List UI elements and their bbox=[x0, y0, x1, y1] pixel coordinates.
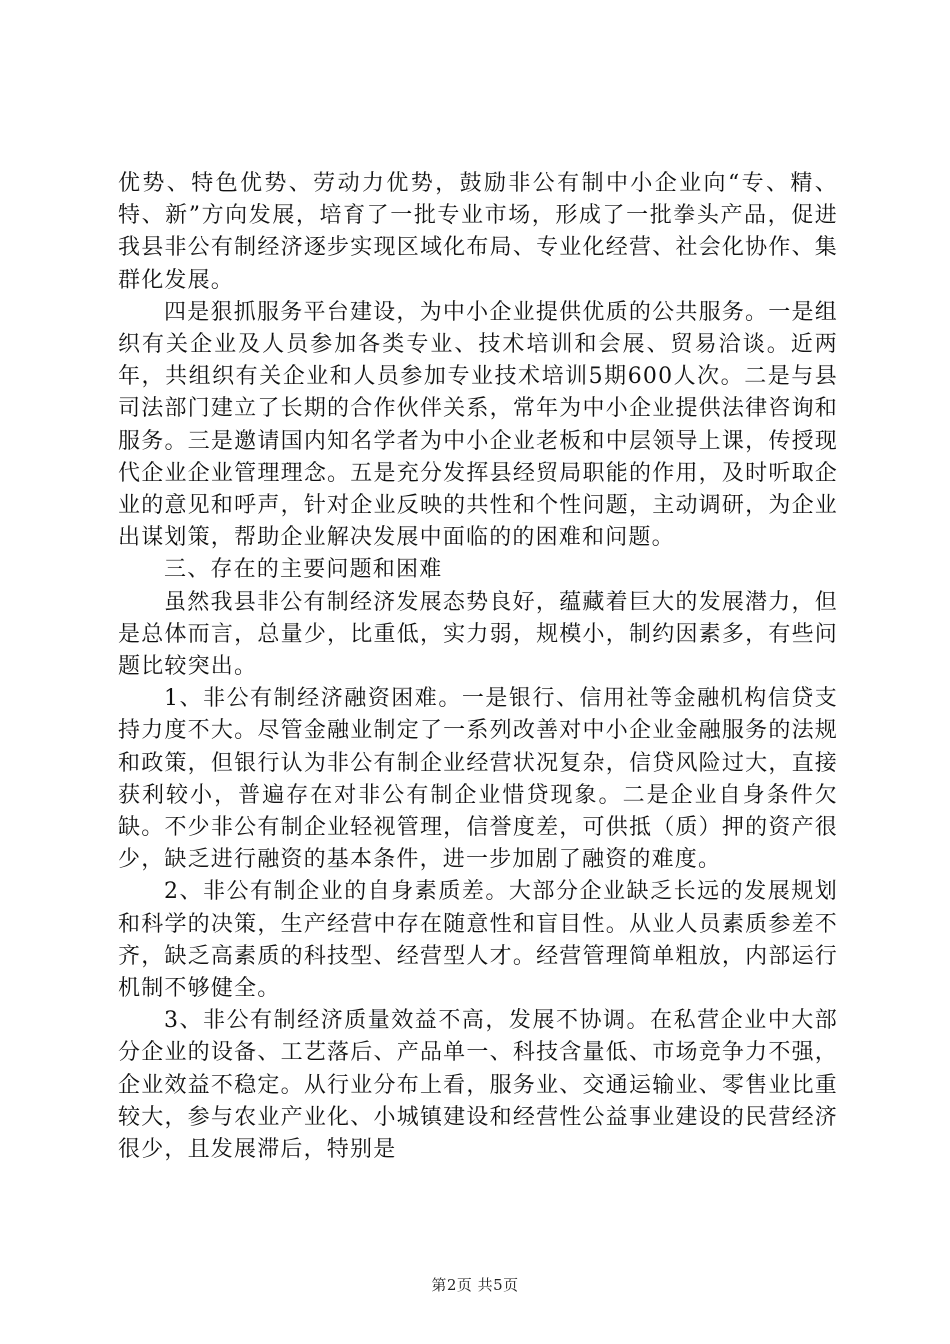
section-heading-problems: 三、存在的主要问题和困难 bbox=[164, 557, 443, 583]
document-body bbox=[118, 168, 838, 1166]
paragraph-issue-efficiency: 3、非公有制经济质量效益不高，发展不协调。在私营企业中大部分企业的设备、工艺落后、产品单一、科技含量低、市场竞争力不强，企业效益不稳定。从行业分布上看，服务业、交通运输业、零售业比重较大，参与农业产业化、小城镇建设和经营性公益事业建设的民营经济很少，且发展滞后，特别是 bbox=[118, 1008, 838, 1163]
paragraph-service-platform: 四是狠抓服务平台建设，为中小企业提供优质的公共服务。一是组织有关企业及人员参加各类专业、技术培训和会展、贸易洽谈。近两年，共组织有关企业和人员参加专业技术培训5期600人次。二是与县司法部门建立了长期的合作伙伴关系，常年为中小企业提供法律咨询和服务。三是邀请国内知名学者为中小企业老板和中层领导上课，传授现代企业企业管理理念。五是充分发挥县经贸局职能的作用，及时听取企业的意见和呼声，针对企业反映的共性和个性问题，主动调研，为企业出谋划策，帮助企业解决发展中面临的的困难和问题。 bbox=[118, 299, 838, 551]
paragraph-continued: 优势、特色优势、劳动力优势，鼓励非公有制中小企业向“专、精、特、新”方向发展，培育了一批专业市场，形成了一批拳头产品，促进我县非公有制经济逐步实现区域化布局、专业化经营、社会化协作、集群化发展。 bbox=[118, 171, 838, 293]
paragraph-overview: 虽然我县非公有制经济发展态势良好，蕴藏着巨大的发展潜力，但是总体而言，总量少，比重低，实力弱，规模小，制约因素多，有些问题比较突出。 bbox=[118, 589, 838, 680]
page-number-footer: 第2页 共5页 bbox=[431, 1276, 519, 1294]
paragraph-issue-quality: 2、非公有制企业的自身素质差。大部分企业缺乏长远的发展规划和科学的决策，生产经营中存在随意性和盲目性。从业人员素质参差不齐，缺乏高素质的科技型、经营型人才。经营管理简单粗放，内部运行机制不够健全。 bbox=[118, 879, 838, 1002]
paragraph-issue-financing: 1、非公有制经济融资困难。一是银行、信用社等金融机构信贷支持力度不大。尽管金融业制定了一系列改善对中小企业金融服务的法规和政策，但银行认为非公有制企业经营状况复杂，信贷风险过大，直接获利较小，普遍存在对非公有制企业惜贷现象。二是企业自身条件欠缺。不少非公有制企业轻视管理，信誉度差，可供抵（质）押的资产很少，缺乏进行融资的基本条件，进一步加剧了融资的难度。 bbox=[118, 686, 838, 873]
